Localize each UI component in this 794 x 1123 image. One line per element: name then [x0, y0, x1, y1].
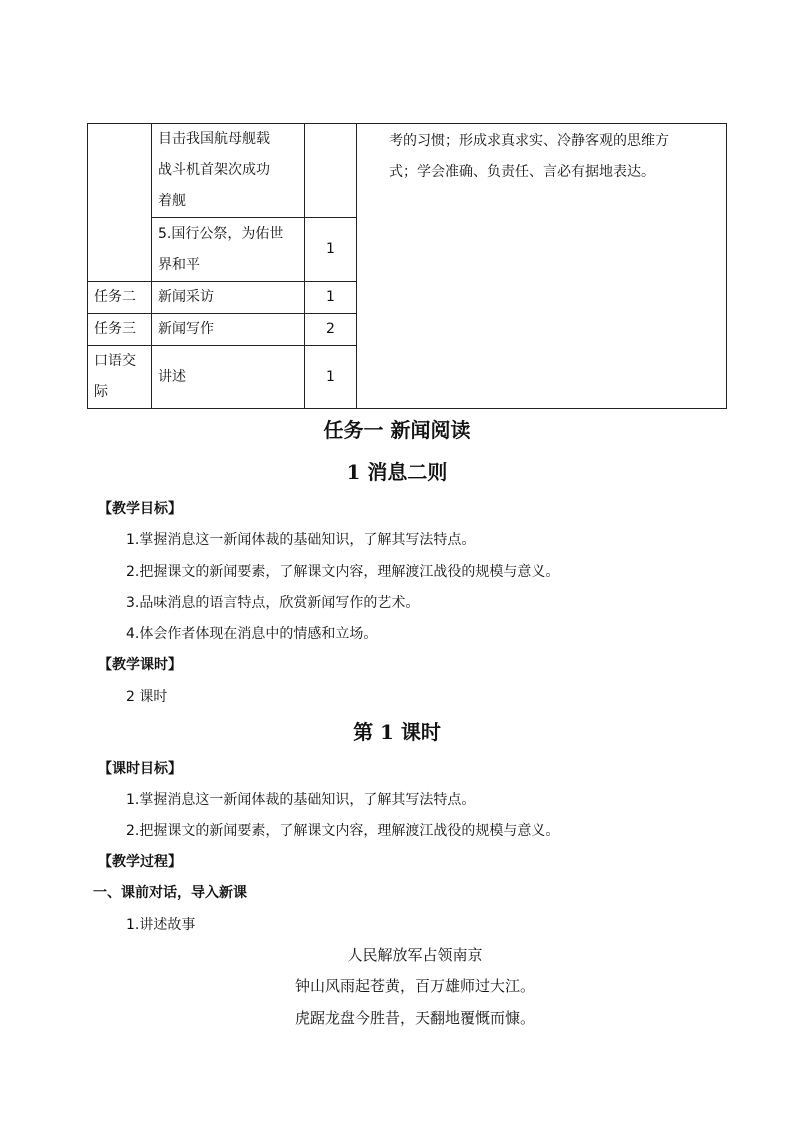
list-item: 1.掌握消息这一新闻体裁的基础知识，了解其写法特点。	[126, 792, 476, 808]
list-item: 4.体会作者体现在消息中的情感和立场。	[126, 626, 378, 642]
hours-cell: 1	[305, 218, 357, 282]
process-step: 一、课前对话，导入新课	[93, 885, 247, 901]
list-item: 2.把握课文的新闻要素，了解课文内容，理解渡江战役的规模与意义。	[126, 564, 560, 580]
list-item: 1.掌握消息这一新闻体裁的基础知识，了解其写法特点。	[126, 532, 476, 548]
lesson-plan-table	[87, 123, 727, 409]
teaching-hours-label: 【教学课时】	[98, 657, 182, 673]
process-item: 1.讲述故事	[126, 917, 196, 933]
task-cell: 任务三	[88, 314, 152, 346]
task-cell-empty	[88, 124, 152, 282]
task-heading: 任务一 新闻阅读	[323, 418, 471, 442]
hours-cell: 1	[305, 282, 357, 314]
poem-title: 人民解放军占领南京	[347, 946, 483, 964]
poem-line: 钟山风雨起苍黄，百万雄师过大江。	[294, 977, 535, 995]
hours-cell	[305, 124, 357, 218]
hours-cell: 1	[305, 346, 357, 409]
task-cell: 任务二	[88, 282, 152, 314]
lesson-cell: 讲述	[152, 346, 305, 409]
lesson-heading: 1 消息二则	[346, 460, 448, 484]
hours-cell: 2	[305, 314, 357, 346]
task-cell: 口语交 际	[88, 346, 152, 409]
teaching-goals-label: 【教学目标】	[98, 501, 182, 517]
period-heading: 第 1 课时	[353, 720, 441, 744]
period-goals-label: 【课时目标】	[98, 761, 182, 777]
lesson-cell: 新闻写作	[152, 314, 305, 346]
teaching-hours-value: 2 课时	[126, 689, 168, 705]
table-row	[88, 124, 727, 218]
list-item: 2.把握课文的新闻要素，了解课文内容，理解渡江战役的规模与意义。	[126, 823, 560, 839]
goal-cell: 考的习惯；形成求真求实、冷静客观的思维方 式；学会准确、负责任、言必有据地表达。	[357, 124, 727, 409]
process-label: 【教学过程】	[98, 854, 182, 870]
poem-line: 虎踞龙盘今胜昔，天翻地覆慨而慷。	[294, 1009, 535, 1027]
lesson-cell: 新闻采访	[152, 282, 305, 314]
lesson-cell: 目击我国航母舰载 战斗机首架次成功 着舰	[152, 124, 305, 218]
lesson-cell: 5.国行公祭，为佑世 界和平	[152, 218, 305, 282]
list-item: 3.品味消息的语言特点，欣赏新闻写作的艺术。	[126, 595, 420, 611]
